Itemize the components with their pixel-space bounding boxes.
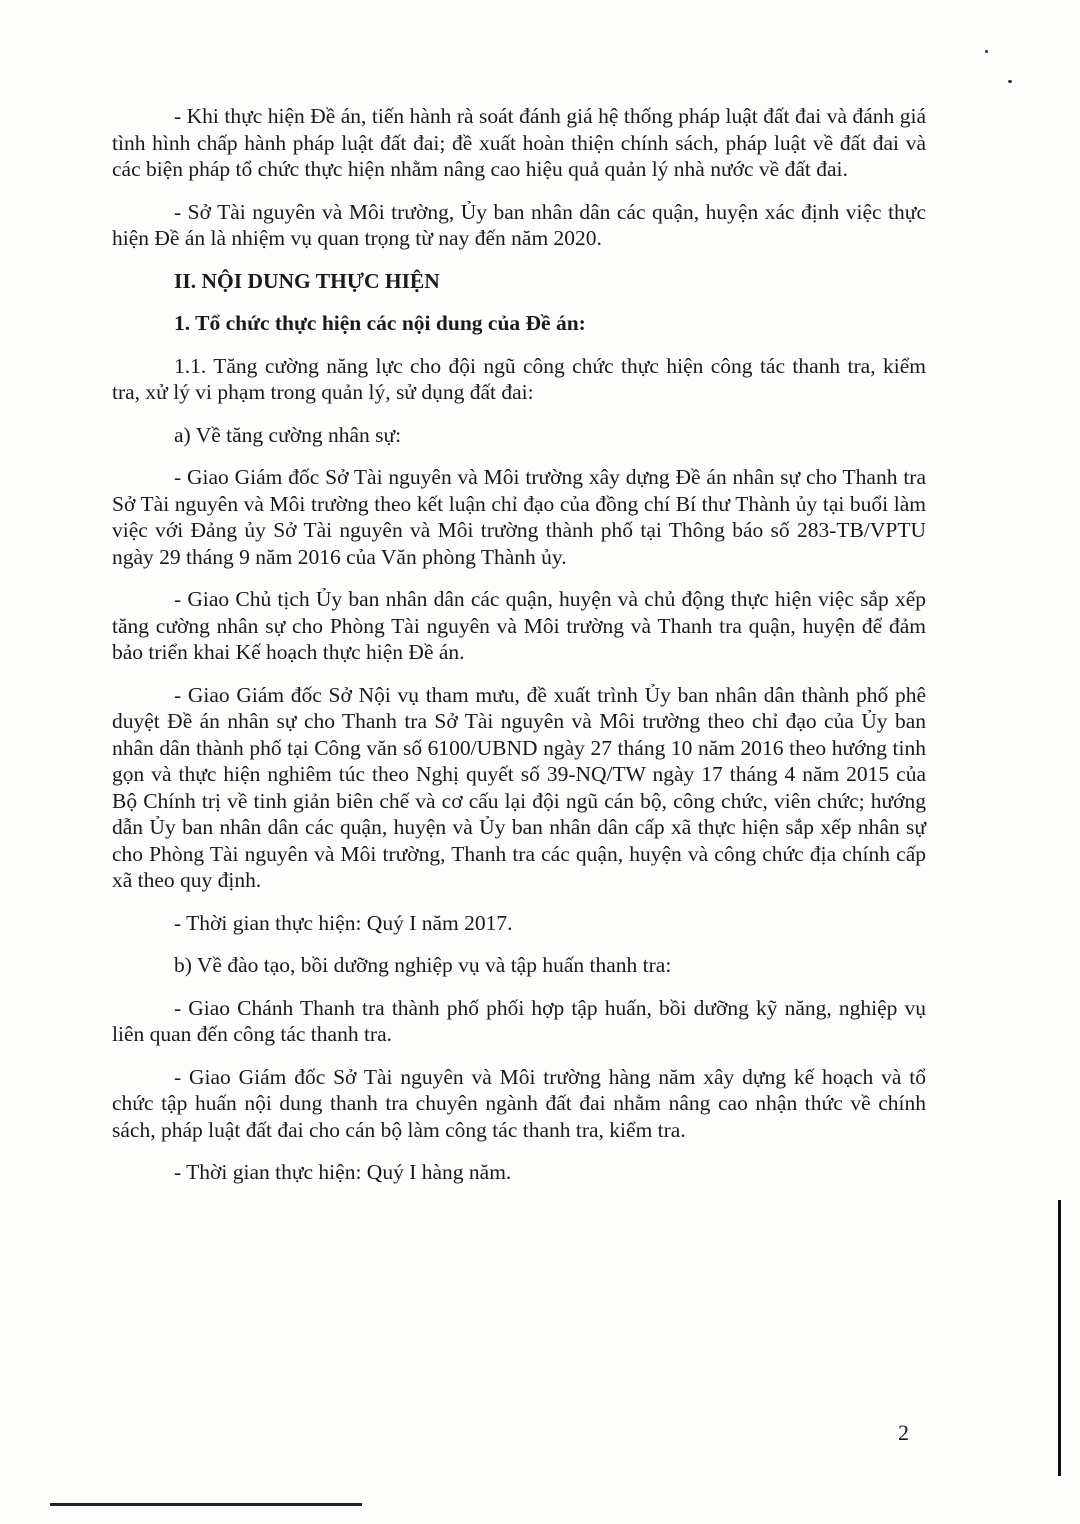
document-body (112, 103, 926, 1202)
section-heading-implementation: II. NỘI DUNG THỰC HIỆN (174, 268, 440, 293)
paragraph-review-legal-system: - Khi thực hiện Đề án, tiến hành rà soát đánh giá hệ thống pháp luật đất đai và đánh giá tình hình chấp hành pháp luật đất đai; đề xuất hoàn thiện chính sách, pháp luật về đất đai và các biện pháp tổ chức thực hiện nhằm nâng cao hiệu quả quản lý nhà nước về đất đai. (112, 104, 926, 181)
paragraph-staffing-home-affairs: - Giao Giám đốc Sở Nội vụ tham mưu, đề xuất trình Ủy ban nhân dân thành phố phê duyệt Đề án nhân sự cho Thanh tra Sở Tài nguyên và Môi trường theo chỉ đạo của Ủy ban nhân dân thành phố tại Công văn số 6100/UBND ngày 27 tháng 10 năm 2016 theo hướng tinh gọn và thực hiện nghiêm túc theo Nghị quyết số 39-NQ/TW ngày 17 tháng 4 năm 2015 của Bộ Chính trị về tinh giản biên chế và cơ cấu lại đội ngũ cán bộ, công chức, viên chức; hướng dẫn Ủy ban nhân dân các quận, huyện và Ủy ban nhân dân cấp xã thực hiện sắp xếp nhân sự cho Phòng Tài nguyên và Môi trường, Thanh tra các quận, huyện và công chức địa chính cấp xã theo quy định. (112, 682, 926, 892)
paragraph-staffing-chairman: - Giao Chủ tịch Ủy ban nhân dân các quận, huyện và chủ động thực hiện việc sắp xếp tăng cường nhân sự cho Phòng Tài nguyên và Môi trường và Thanh tra quận, huyện để đảm bảo triển khai Kế hoạch thực hiện Đề án. (112, 587, 926, 664)
paragraph-staffing-header: a) Về tăng cường nhân sự: (174, 422, 402, 447)
paragraph-important-task: - Sở Tài nguyên và Môi trường, Ủy ban nhân dân các quận, huyện xác định việc thực hiện Đề án là nhiệm vụ quan trọng từ nay đến năm 2020. (112, 199, 926, 250)
scan-speck (985, 50, 988, 53)
paragraph-timeline-annual: - Thời gian thực hiện: Quý I hàng năm. (174, 1160, 512, 1184)
scan-speck (1008, 80, 1012, 83)
paragraph-training-header: b) Về đào tạo, bồi dưỡng nghiệp vụ và tập huấn thanh tra: (174, 953, 672, 977)
paragraph-staffing-director: - Giao Giám đốc Sở Tài nguyên và Môi trường xây dựng Đề án nhân sự cho Thanh tra Sở Tài nguyên và Môi trường theo kết luận chỉ đạo của đồng chí Bí thư Thành ủy tại buổi làm việc với Đảng ủy Sở Tài nguyên và Môi trường thành phố tại Thông báo số 283-TB/VPTU ngày 29 tháng 9 năm 2016 của Văn phòng Thành ủy. (112, 465, 926, 569)
paragraph-timeline-2017: - Thời gian thực hiện: Quý I năm 2017. (174, 910, 513, 935)
paragraph-training-inspector: - Giao Chánh Thanh tra thành phố phối hợp tập huấn, bồi dưỡng kỹ năng, nghiệp vụ liên quan đến công tác thanh tra. (112, 995, 926, 1046)
paragraph-training-director: - Giao Giám đốc Sở Tài nguyên và Môi trường hàng năm xây dựng kế hoạch và tổ chức tập huấn nội dung thanh tra chuyên ngành đất đai nhằm nâng cao nhận thức về chính sách, pháp luật đất đai cho cán bộ làm công tác thanh tra, kiểm tra. (112, 1064, 926, 1142)
subsection-heading-organize: 1. Tổ chức thực hiện các nội dung của Đề án: (174, 311, 586, 335)
scan-bottom-line (50, 1503, 362, 1506)
paragraph-capacity-building: 1.1. Tăng cường năng lực cho đội ngũ công chức thực hiện công tác thanh tra, kiểm tra, xử lý vi phạm trong quản lý, sử dụng đất đai: (112, 353, 926, 404)
page-number: 2 (898, 1420, 909, 1445)
scan-edge-mark (1058, 1200, 1061, 1476)
